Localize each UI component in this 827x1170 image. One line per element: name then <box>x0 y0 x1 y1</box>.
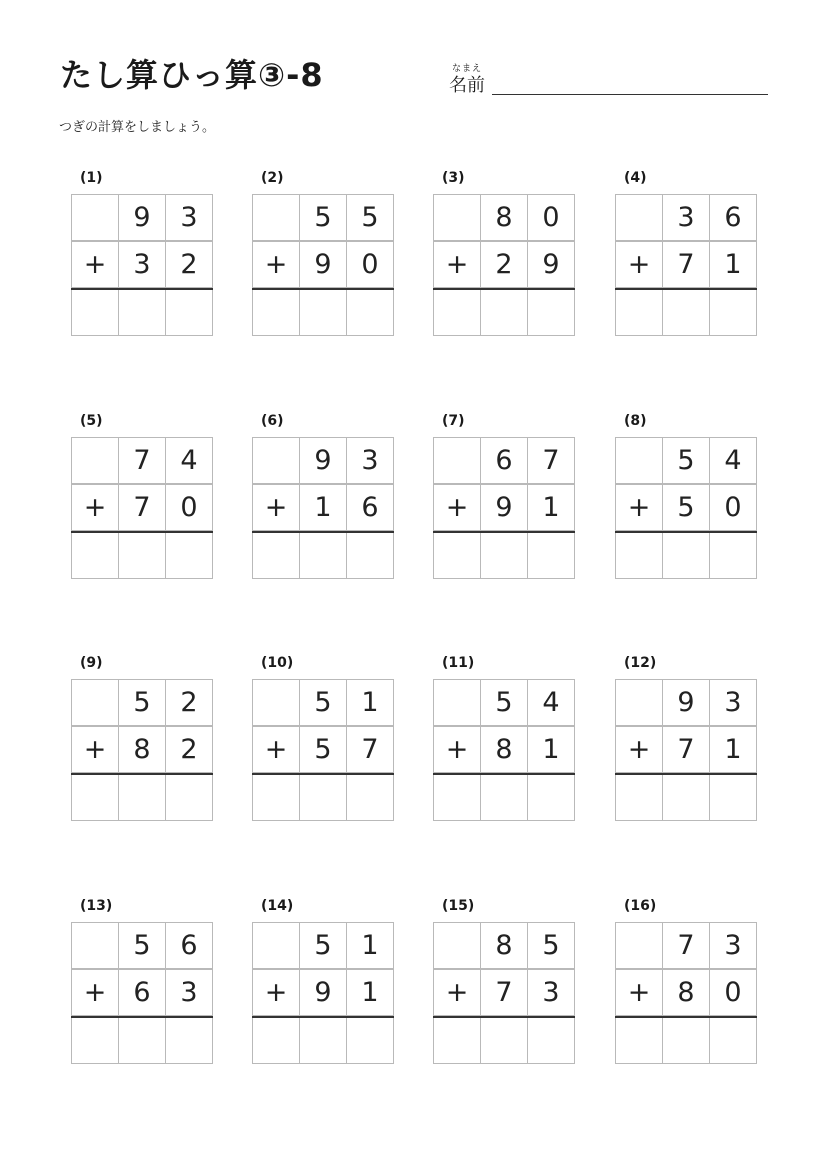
answer-cell[interactable] <box>118 289 166 336</box>
sum-line <box>252 288 394 290</box>
answer-cell[interactable] <box>433 289 481 336</box>
digit-cell: 8 <box>662 969 710 1016</box>
digit-cell: 9 <box>299 969 347 1016</box>
digit-cell <box>252 194 300 241</box>
digit-cell: 3 <box>709 922 757 969</box>
answer-row <box>71 289 213 336</box>
digit-cell: 1 <box>346 969 394 1016</box>
plus-sign: + <box>615 969 663 1016</box>
digit-cell <box>433 922 481 969</box>
augend-row <box>252 679 394 726</box>
augend-row <box>615 437 757 484</box>
answer-cell[interactable] <box>346 289 394 336</box>
problem-number: (8) <box>624 413 647 429</box>
answer-cell[interactable] <box>527 289 575 336</box>
answer-cell[interactable] <box>615 532 663 579</box>
calculation-grid <box>433 679 575 822</box>
problem-number: (3) <box>442 170 465 186</box>
answer-cell[interactable] <box>71 1017 119 1064</box>
sum-line <box>252 531 394 533</box>
digit-cell: 5 <box>662 437 710 484</box>
answer-row <box>433 1017 575 1064</box>
augend-row <box>71 437 213 484</box>
answer-cell[interactable] <box>118 1017 166 1064</box>
digit-cell <box>71 679 119 726</box>
augend-row <box>433 922 575 969</box>
answer-cell[interactable] <box>165 532 213 579</box>
digit-cell: 6 <box>709 194 757 241</box>
digit-cell: 6 <box>346 484 394 531</box>
digit-cell: 9 <box>480 484 528 531</box>
digit-cell: 4 <box>709 437 757 484</box>
answer-cell[interactable] <box>252 289 300 336</box>
sum-line <box>71 531 213 533</box>
plus-sign: + <box>252 241 300 288</box>
addend-row <box>615 241 757 288</box>
name-write-line[interactable] <box>492 94 768 95</box>
digit-cell: 5 <box>299 194 347 241</box>
answer-cell[interactable] <box>71 289 119 336</box>
digit-cell: 9 <box>118 194 166 241</box>
digit-cell: 8 <box>118 726 166 773</box>
augend-row <box>615 922 757 969</box>
digit-cell: 3 <box>118 241 166 288</box>
calculation-grid <box>615 679 757 822</box>
plus-sign: + <box>433 241 481 288</box>
answer-row <box>71 1017 213 1064</box>
augend-row <box>252 922 394 969</box>
answer-cell[interactable] <box>662 532 710 579</box>
digit-cell: 5 <box>299 679 347 726</box>
answer-cell[interactable] <box>165 774 213 821</box>
sum-line <box>615 773 757 775</box>
problem-number: (9) <box>80 655 103 671</box>
digit-cell: 5 <box>299 726 347 773</box>
digit-cell: 1 <box>709 726 757 773</box>
digit-cell: 1 <box>346 679 394 726</box>
sum-line <box>433 531 575 533</box>
calculation-grid <box>252 437 394 580</box>
calculation-grid <box>433 922 575 1065</box>
addition-problem <box>615 170 757 340</box>
answer-cell[interactable] <box>527 1017 575 1064</box>
answer-cell[interactable] <box>252 774 300 821</box>
calculation-grid <box>71 679 213 822</box>
answer-row <box>433 532 575 579</box>
digit-cell: 2 <box>165 679 213 726</box>
addend-row <box>433 969 575 1016</box>
plus-sign: + <box>615 484 663 531</box>
answer-row <box>615 289 757 336</box>
plus-sign: + <box>71 484 119 531</box>
digit-cell: 1 <box>709 241 757 288</box>
addend-row <box>433 484 575 531</box>
augend-row <box>71 922 213 969</box>
addend-row <box>615 726 757 773</box>
augend-row <box>615 194 757 241</box>
addition-problem <box>71 170 213 340</box>
addition-problem <box>252 413 394 583</box>
digit-cell: 1 <box>346 922 394 969</box>
answer-cell[interactable] <box>709 289 757 336</box>
sum-line <box>71 288 213 290</box>
answer-row <box>615 774 757 821</box>
sum-line <box>71 773 213 775</box>
digit-cell: 1 <box>527 726 575 773</box>
digit-cell: 0 <box>709 969 757 1016</box>
digit-cell <box>252 922 300 969</box>
answer-cell[interactable] <box>527 532 575 579</box>
digit-cell: 7 <box>118 437 166 484</box>
answer-row <box>252 532 394 579</box>
answer-cell[interactable] <box>615 289 663 336</box>
plus-sign: + <box>433 969 481 1016</box>
answer-cell[interactable] <box>527 774 575 821</box>
addend-row <box>71 726 213 773</box>
answer-cell[interactable] <box>662 774 710 821</box>
answer-row <box>252 289 394 336</box>
addition-problem <box>252 898 394 1068</box>
calculation-grid <box>615 194 757 337</box>
sum-line <box>433 1016 575 1018</box>
digit-cell: 7 <box>662 241 710 288</box>
problem-number: (1) <box>80 170 103 186</box>
digit-cell: 5 <box>299 922 347 969</box>
addition-problem <box>71 898 213 1068</box>
instruction-text: つぎの計算をしましょう。 <box>59 120 216 135</box>
addition-problem <box>433 413 575 583</box>
calculation-grid <box>615 437 757 580</box>
digit-cell: 5 <box>346 194 394 241</box>
answer-row <box>615 1017 757 1064</box>
addition-problem <box>615 898 757 1068</box>
answer-row <box>615 532 757 579</box>
calculation-grid <box>252 922 394 1065</box>
digit-cell: 0 <box>165 484 213 531</box>
digit-cell: 8 <box>480 194 528 241</box>
digit-cell: 9 <box>527 241 575 288</box>
addition-problem <box>252 170 394 340</box>
name-field <box>449 60 769 100</box>
digit-cell: 6 <box>118 969 166 1016</box>
digit-cell: 3 <box>165 194 213 241</box>
problem-number: (16) <box>624 898 657 914</box>
digit-cell: 3 <box>709 679 757 726</box>
answer-cell[interactable] <box>709 774 757 821</box>
name-furigana: なまえ <box>452 64 483 74</box>
digit-cell <box>433 437 481 484</box>
addend-row <box>615 969 757 1016</box>
augend-row <box>433 194 575 241</box>
calculation-grid <box>71 437 213 580</box>
addend-row <box>71 241 213 288</box>
digit-cell <box>252 437 300 484</box>
sum-line <box>71 1016 213 1018</box>
answer-cell[interactable] <box>118 532 166 579</box>
problem-number: (10) <box>261 655 294 671</box>
digit-cell: 7 <box>527 437 575 484</box>
plus-sign: + <box>252 484 300 531</box>
digit-cell: 3 <box>346 437 394 484</box>
digit-cell <box>71 194 119 241</box>
answer-row <box>71 774 213 821</box>
calculation-grid <box>252 679 394 822</box>
addition-problem <box>433 170 575 340</box>
digit-cell: 5 <box>118 922 166 969</box>
plus-sign: + <box>615 726 663 773</box>
answer-cell[interactable] <box>346 532 394 579</box>
answer-cell[interactable] <box>346 774 394 821</box>
digit-cell <box>71 437 119 484</box>
digit-cell <box>71 922 119 969</box>
addition-problem <box>433 655 575 825</box>
augend-row <box>252 194 394 241</box>
problem-number: (5) <box>80 413 103 429</box>
digit-cell: 7 <box>480 969 528 1016</box>
answer-cell[interactable] <box>118 774 166 821</box>
augend-row <box>71 679 213 726</box>
calculation-grid <box>433 437 575 580</box>
answer-cell[interactable] <box>71 532 119 579</box>
digit-cell: 9 <box>662 679 710 726</box>
augend-row <box>71 194 213 241</box>
digit-cell: 1 <box>299 484 347 531</box>
worksheet-title: たし算ひっ算③-8 <box>60 56 324 94</box>
calculation-grid <box>433 194 575 337</box>
digit-cell: 7 <box>346 726 394 773</box>
digit-cell: 1 <box>527 484 575 531</box>
answer-cell[interactable] <box>662 1017 710 1064</box>
digit-cell: 3 <box>662 194 710 241</box>
calculation-grid <box>71 194 213 337</box>
answer-cell[interactable] <box>299 774 347 821</box>
sum-line <box>252 1016 394 1018</box>
digit-cell: 2 <box>165 726 213 773</box>
digit-cell <box>433 679 481 726</box>
digit-cell: 3 <box>527 969 575 1016</box>
answer-cell[interactable] <box>165 289 213 336</box>
answer-cell[interactable] <box>433 1017 481 1064</box>
augend-row <box>252 437 394 484</box>
augend-row <box>433 679 575 726</box>
name-label: 名前 <box>449 75 485 96</box>
answer-row <box>71 532 213 579</box>
digit-cell: 2 <box>480 241 528 288</box>
answer-cell[interactable] <box>662 289 710 336</box>
digit-cell: 2 <box>165 241 213 288</box>
digit-cell <box>615 679 663 726</box>
digit-cell: 8 <box>480 726 528 773</box>
problem-number: (15) <box>442 898 475 914</box>
calculation-grid <box>615 922 757 1065</box>
digit-cell: 5 <box>480 679 528 726</box>
answer-cell[interactable] <box>480 532 528 579</box>
digit-cell: 5 <box>662 484 710 531</box>
digit-cell: 6 <box>165 922 213 969</box>
answer-cell[interactable] <box>709 532 757 579</box>
addend-row <box>252 726 394 773</box>
answer-cell[interactable] <box>252 1017 300 1064</box>
problem-number: (14) <box>261 898 294 914</box>
addend-row <box>433 241 575 288</box>
digit-cell <box>615 922 663 969</box>
addition-problem <box>71 655 213 825</box>
sum-line <box>433 288 575 290</box>
answer-cell[interactable] <box>71 774 119 821</box>
answer-cell[interactable] <box>615 1017 663 1064</box>
digit-cell: 5 <box>527 922 575 969</box>
addition-problem <box>433 898 575 1068</box>
answer-cell[interactable] <box>480 1017 528 1064</box>
digit-cell: 0 <box>346 241 394 288</box>
problem-number: (2) <box>261 170 284 186</box>
problem-number: (7) <box>442 413 465 429</box>
plus-sign: + <box>71 726 119 773</box>
addend-row <box>252 969 394 1016</box>
answer-cell[interactable] <box>433 774 481 821</box>
sum-line <box>433 773 575 775</box>
plus-sign: + <box>252 969 300 1016</box>
digit-cell: 7 <box>662 726 710 773</box>
sum-line <box>615 288 757 290</box>
calculation-grid <box>252 194 394 337</box>
answer-cell[interactable] <box>252 532 300 579</box>
answer-cell[interactable] <box>299 1017 347 1064</box>
answer-cell[interactable] <box>615 774 663 821</box>
sum-line <box>615 1016 757 1018</box>
digit-cell: 3 <box>165 969 213 1016</box>
addend-row <box>252 484 394 531</box>
addend-row <box>615 484 757 531</box>
answer-cell[interactable] <box>433 532 481 579</box>
digit-cell: 7 <box>662 922 710 969</box>
digit-cell: 0 <box>709 484 757 531</box>
addition-problem <box>615 655 757 825</box>
digit-cell: 6 <box>480 437 528 484</box>
answer-cell[interactable] <box>299 289 347 336</box>
digit-cell: 4 <box>165 437 213 484</box>
answer-row <box>433 774 575 821</box>
plus-sign: + <box>615 241 663 288</box>
addition-problem <box>615 413 757 583</box>
digit-cell: 9 <box>299 241 347 288</box>
addend-row <box>433 726 575 773</box>
problem-number: (6) <box>261 413 284 429</box>
plus-sign: + <box>433 484 481 531</box>
answer-row <box>252 1017 394 1064</box>
plus-sign: + <box>433 726 481 773</box>
addition-problem <box>252 655 394 825</box>
answer-cell[interactable] <box>165 1017 213 1064</box>
augend-row <box>615 679 757 726</box>
plus-sign: + <box>71 969 119 1016</box>
digit-cell: 7 <box>118 484 166 531</box>
digit-cell: 4 <box>527 679 575 726</box>
plus-sign: + <box>71 241 119 288</box>
addend-row <box>71 484 213 531</box>
answer-row <box>252 774 394 821</box>
sum-line <box>615 531 757 533</box>
answer-cell[interactable] <box>299 532 347 579</box>
digit-cell <box>615 194 663 241</box>
addend-row <box>71 969 213 1016</box>
addend-row <box>252 241 394 288</box>
digit-cell: 9 <box>299 437 347 484</box>
digit-cell <box>252 679 300 726</box>
augend-row <box>433 437 575 484</box>
sum-line <box>252 773 394 775</box>
calculation-grid <box>71 922 213 1065</box>
problem-number: (12) <box>624 655 657 671</box>
answer-cell[interactable] <box>709 1017 757 1064</box>
answer-cell[interactable] <box>346 1017 394 1064</box>
answer-row <box>433 289 575 336</box>
digit-cell <box>433 194 481 241</box>
problem-number: (13) <box>80 898 113 914</box>
digit-cell: 8 <box>480 922 528 969</box>
answer-cell[interactable] <box>480 774 528 821</box>
plus-sign: + <box>252 726 300 773</box>
answer-cell[interactable] <box>480 289 528 336</box>
problem-number: (11) <box>442 655 475 671</box>
problem-number: (4) <box>624 170 647 186</box>
digit-cell <box>615 437 663 484</box>
digit-cell: 0 <box>527 194 575 241</box>
digit-cell: 5 <box>118 679 166 726</box>
addition-problem <box>71 413 213 583</box>
